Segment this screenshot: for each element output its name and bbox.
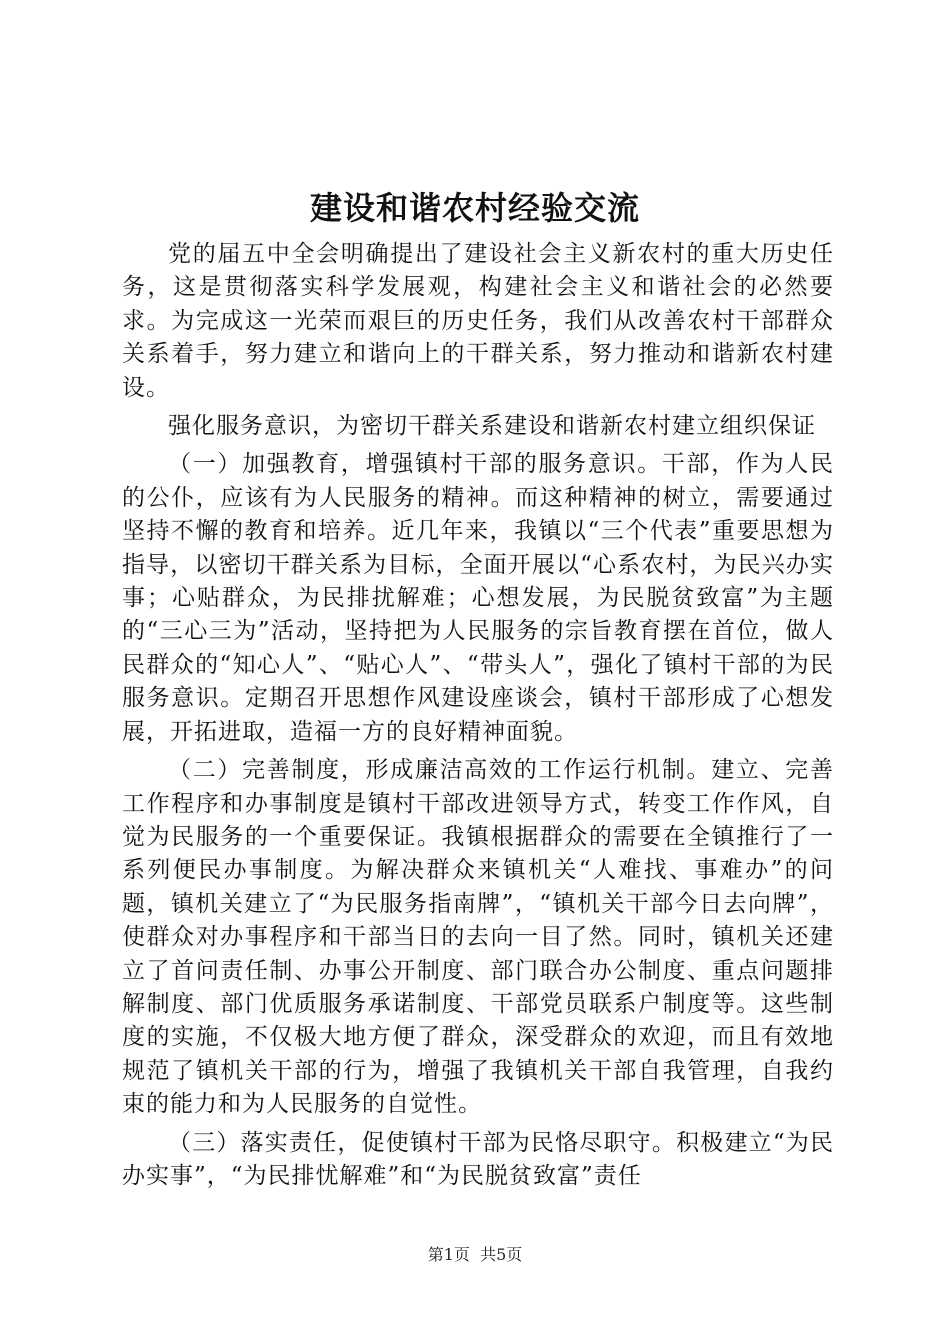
paragraph-intro: 党的届五中全会明确提出了建设社会主义新农村的重大历史任务，这是贯彻落实科学发展观，构建社会主义和谐社会的必然要求。为完成这一光荣而艰巨的历史任务，我们从改善农村干部群众关系着手，努力建立和谐向上的干群关系，努力推动和谐新农村建设。 [122, 241, 834, 401]
paragraph-item-2: （二）完善制度，形成廉洁高效的工作运行机制。建立、完善工作程序和办事制度是镇村干部改进领导方式，转变工作作风，自觉为民服务的一个重要保证。我镇根据群众的需要在全镇推行了一系列便民办事制度。为解决群众来镇机关“人难找、事难办”的问题，镇机关建立了“为民服务指南牌”，“镇机关干部今日去向牌”，使群众对办事程序和干部当日的去向一目了然。同时，镇机关还建立了首问责任制、办事公开制度、部门联合办公制度、重点问题排解制度、部门优质服务承诺制度、干部党员联系户制度等。这些制度的实施，不仅极大地方便了群众，深受群众的欢迎，而且有效地规范了镇机关干部的行为，增强了我镇机关干部自我管理，自我约束的能力和为人民服务的自觉性。 [122, 757, 834, 1118]
paragraph-item-1: （一）加强教育，增强镇村干部的服务意识。干部，作为人民的公仆，应该有为人民服务的精神。而这种精神的树立，需要通过坚持不懈的教育和培养。近几年来，我镇以“三个代表”重要思想为指导，以密切干群关系为目标，全面开展以“心系农村，为民兴办实事；心贴群众，为民排扰解难；心想发展，为民脱贫致富”为主题的“三心三为”活动，坚持把为人民服务的宗旨教育摆在首位，做人民群众的“知心人”、“贴心人”、“带头人”，强化了镇村干部的为民服务意识。定期召开思想作风建设座谈会，镇村干部形成了心想发展，开拓进取，造福一方的良好精神面貌。 [122, 451, 834, 745]
paragraph-item-3: （三）落实责任，促使镇村干部为民恪尽职守。积极建立“为民办实事”，“为民排忧解难”和“为民脱贫致富”责任 [122, 1129, 834, 1189]
page-indicator: 第1页 共5页 [427, 1245, 523, 1264]
page-footer [0, 1244, 950, 1266]
paragraph-section-heading: 强化服务意识，为密切干群关系建设和谐新农村建立组织保证 [168, 413, 816, 440]
document-body [122, 238, 834, 1193]
document-title: 建设和谐农村经验交流 [309, 189, 640, 227]
